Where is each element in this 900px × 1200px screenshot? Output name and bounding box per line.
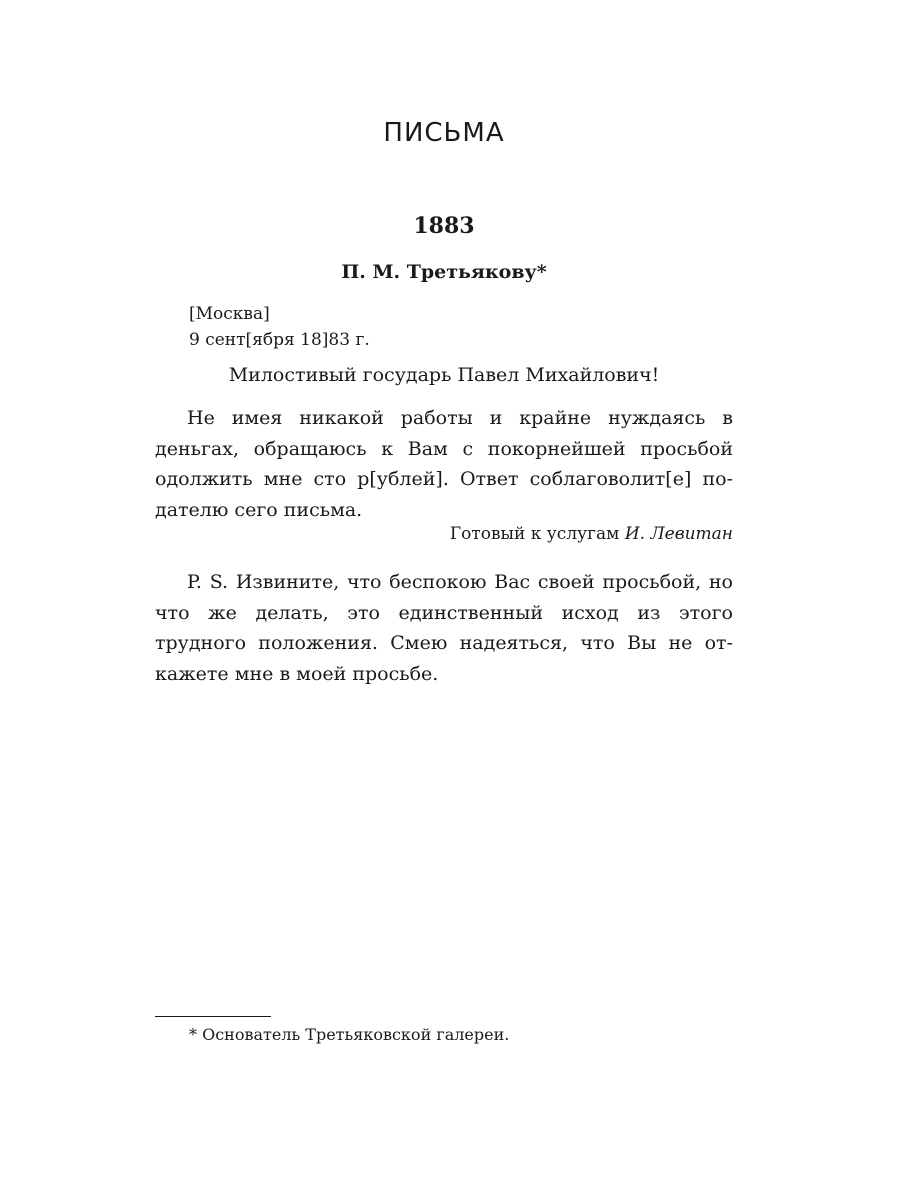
letter-date: 9 сент[ября 18]83 г. bbox=[189, 330, 370, 350]
letter-place: [Москва] bbox=[189, 304, 270, 324]
letter-salutation: Милостивый государь Павел Михайлович! bbox=[228, 364, 660, 386]
signature-name: И. Левитан bbox=[624, 524, 733, 544]
letter-signature bbox=[450, 524, 733, 544]
section-title: ПИСЬМА bbox=[383, 118, 505, 148]
signature-prefix: Готовый к услугам bbox=[449, 524, 620, 544]
letter-place-date bbox=[189, 301, 370, 353]
footnote-divider bbox=[155, 1016, 271, 1017]
book-page bbox=[155, 0, 733, 1200]
letter-addressee: П. М. Третьякову* bbox=[341, 261, 547, 283]
letter-body-paragraph: Не имея никакой работы и крайне нуждаясь в деньгах, обращаюсь к Вам с покорнейшей просьбой одолжить мне сто р[ублей]. Ответ соблаговолит[е] подателю сего письма. bbox=[155, 407, 733, 521]
footnote: * Основатель Третьяковской галереи. bbox=[189, 1025, 510, 1044]
letter-postscript: P. S. Извините, что беспокою Вас своей просьбой, но что же делать, это единственный исход из этого трудного положения. Смею надеяться, что Вы не откажете мне в моей просьбе. bbox=[155, 571, 733, 685]
year-heading: 1883 bbox=[413, 213, 475, 239]
